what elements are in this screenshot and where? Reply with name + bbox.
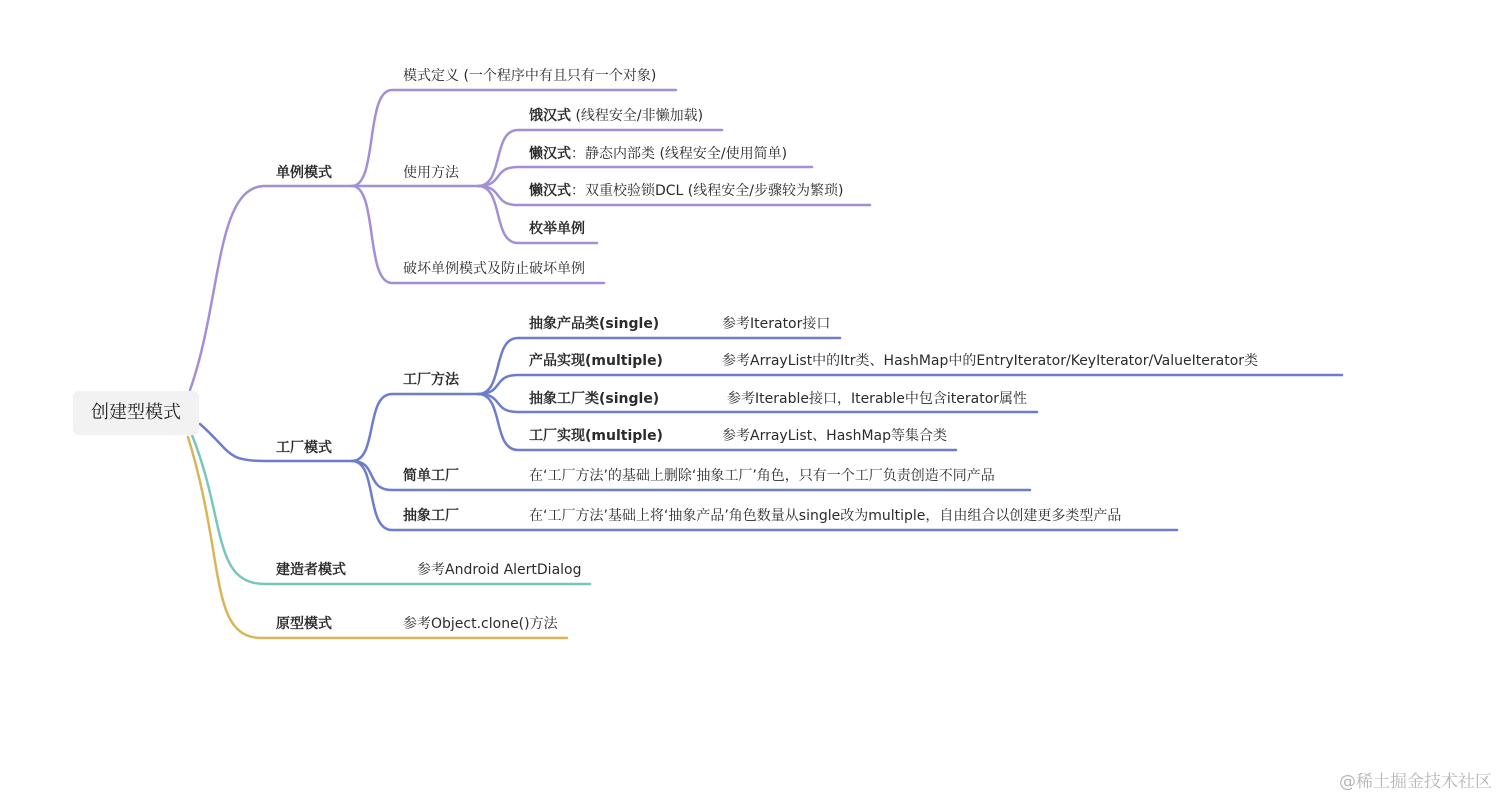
usage-item-detail: (线程安全/非懒加载) — [571, 108, 704, 124]
builder-node[interactable]: 建造者模式 — [276, 562, 346, 578]
usage-item-label: 懒汉式 — [529, 183, 571, 199]
watermark: @稀土掘金技术社区 — [1339, 772, 1492, 792]
usage-item-detail: ：双重校验锁DCL (线程安全/步骤较为繁琐) — [571, 183, 844, 199]
factory-method-item-note: 参考ArrayList、HashMap等集合类 — [722, 428, 947, 444]
abstract-factory-node[interactable]: 抽象工厂 — [403, 508, 459, 524]
edge-root-singleton — [190, 186, 352, 390]
factory-method-item-label[interactable]: 抽象产品类(single) — [529, 316, 660, 332]
usage-item-enum[interactable] — [529, 220, 585, 238]
factory-method-item-label[interactable]: 抽象工厂类(single) — [529, 391, 660, 407]
factory-method-item-note: 参考Iterable接口，Iterable中包含iterator属性 — [727, 391, 1028, 407]
factory-method-item-note: 参考ArrayList中的Itr类、HashMap中的EntryIterator/KeyIterator/ValueIterator类 — [722, 353, 1259, 369]
usage-item-detail: ：静态内部类 (线程安全/使用简单) — [571, 146, 788, 162]
singleton-destroy-node[interactable]: 破坏单例模式及防止破坏单例 — [403, 261, 585, 277]
factory-method-item-note: 参考Iterator接口 — [722, 316, 831, 332]
simple-factory-note: 在‘工厂方法’的基础上删除‘抽象工厂’角色，只有一个工厂负责创造不同产品 — [529, 468, 995, 484]
usage-item-label: 饿汉式 — [529, 108, 571, 124]
usage-item-lazy-static[interactable] — [529, 145, 787, 163]
factory-node[interactable]: 工厂模式 — [276, 440, 332, 456]
edge-root-prototype — [188, 437, 567, 638]
usage-item-label: 懒汉式 — [529, 146, 571, 162]
singleton-definition-node[interactable]: 模式定义 (一个程序中有且只有一个对象) — [403, 68, 657, 84]
usage-item-label: 枚举单例 — [529, 221, 585, 237]
builder-note: 参考Android AlertDialog — [417, 562, 582, 578]
prototype-node[interactable]: 原型模式 — [276, 616, 332, 632]
root-node[interactable]: 创建型模式 — [73, 391, 199, 435]
factory-method-item-label[interactable]: 产品实现(multiple) — [529, 353, 663, 369]
abstract-factory-note: 在‘工厂方法’基础上将‘抽象产品’角色数量从single改为multiple，自由组合以创建更多类型产品 — [529, 508, 1122, 524]
factory-method-node[interactable]: 工厂方法 — [403, 372, 459, 388]
singleton-node[interactable]: 单例模式 — [276, 165, 332, 181]
factory-method-item-label[interactable]: 工厂实现(multiple) — [529, 428, 663, 444]
singleton-usage-node[interactable]: 使用方法 — [403, 165, 459, 181]
usage-item-lazy-dcl[interactable] — [529, 182, 843, 200]
usage-item-hungry[interactable] — [529, 107, 703, 125]
simple-factory-node[interactable]: 简单工厂 — [403, 468, 459, 484]
prototype-note: 参考Object.clone()方法 — [403, 616, 558, 632]
